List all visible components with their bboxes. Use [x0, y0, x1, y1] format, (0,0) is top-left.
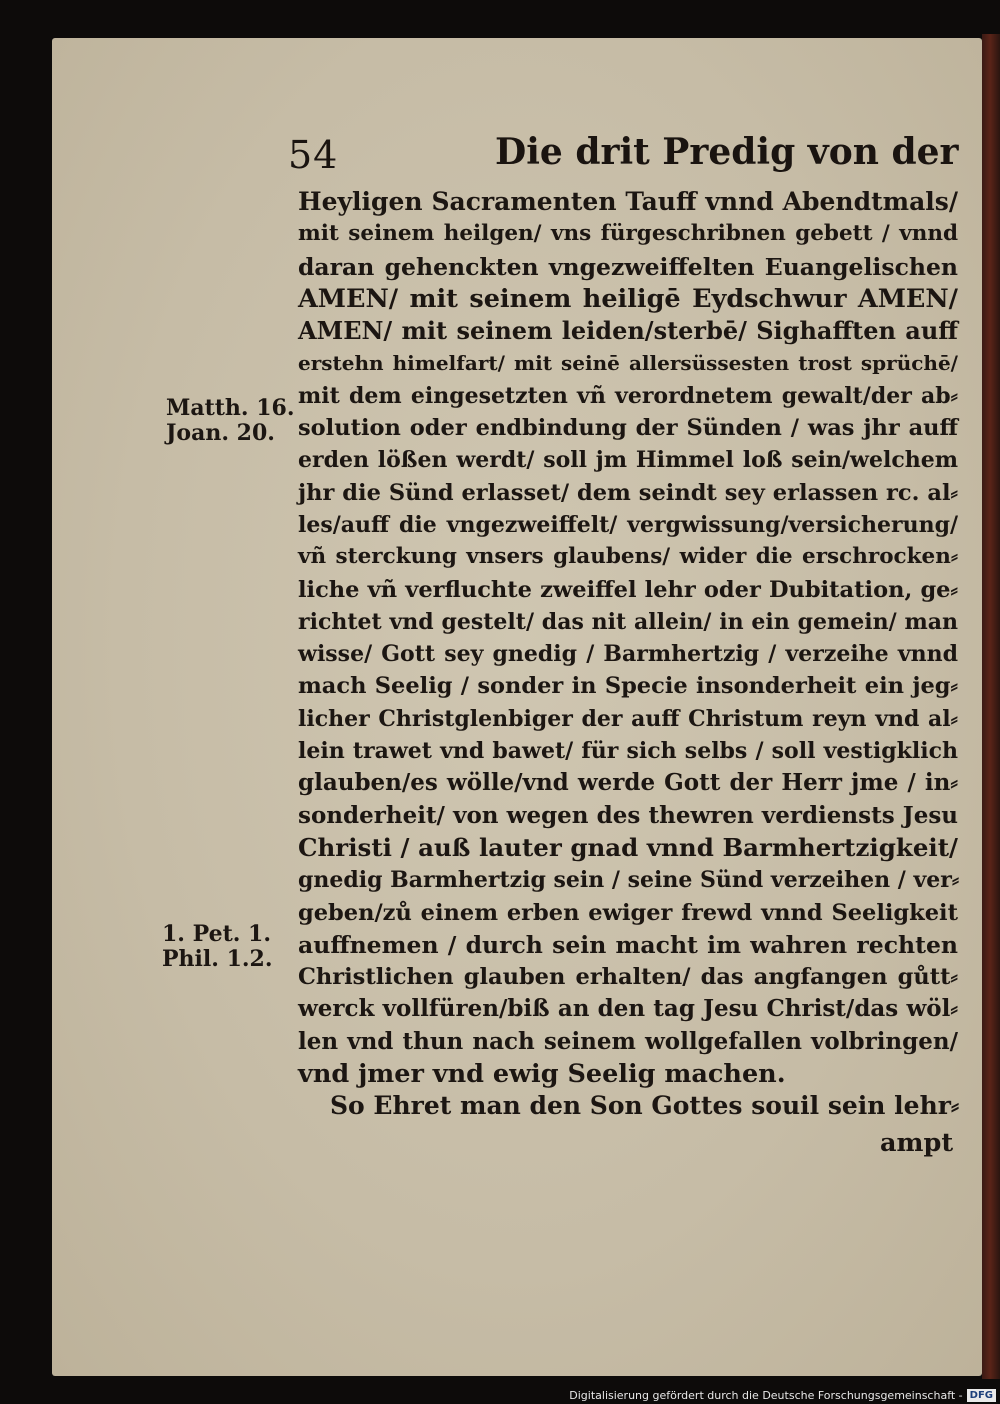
margin-note-line: Matth. 16. [166, 395, 295, 421]
text-line: sonderheit/ von wegen des thewren verdiensts Jesu [298, 801, 958, 829]
text-line: wisse/ Gott sey gnedig / Barmhertzig / verzeihe vnnd [298, 641, 958, 668]
text-line: richtet vnd gestelt/ das nit allein/ in ein gemein/ man [298, 608, 958, 635]
text-line: werck vollfüren/biß an den tag Jesu Christ/das wöl⸗ [298, 995, 958, 1023]
text-line: licher Christglenbiger der auff Christum reyn vnd al⸗ [298, 705, 958, 732]
text-line: AMEN/ mit seinem heiligē Eydschwur AMEN/ [298, 283, 958, 314]
margin-note-line: Joan. 20. [166, 420, 275, 446]
book-edge [982, 34, 1000, 1379]
running-head: Die drit Predig von der [495, 131, 959, 173]
text-line: Christlichen glauben erhalten/ das angfangen gůtt⸗ [298, 964, 958, 991]
catchword: ampt [880, 1128, 954, 1158]
text-line: jhr die Sünd erlasset/ dem seindt sey erlassen rc. al⸗ [298, 479, 958, 506]
text-line: mit dem eingesetzten vñ verordnetem gewalt/der ab⸗ [298, 382, 958, 409]
margin-note-peter [162, 922, 273, 972]
margin-note-matthew [166, 396, 295, 446]
text-line: glauben/es wölle/vnd werde Gott der Herr jme / in⸗ [298, 769, 958, 797]
text-line: lein trawet vnd bawet/ für sich selbs / soll vestigklich [298, 738, 958, 765]
text-line: auffnemen / durch sein macht im wahren rechten [298, 930, 958, 959]
text-line: vñ sterckung vnsers glaubens/ wider die erschrocken⸗ [298, 544, 958, 570]
text-line: geben/zů einem erben ewiger frewd vnnd Seeligkeit [298, 899, 958, 926]
text-line: So Ehret man den Son Gottes souil sein lehr⸗ [330, 1091, 960, 1121]
footer-text: Digitalisierung gefördert durch die Deutsche Forschungsgemeinschaft - [569, 1389, 963, 1402]
margin-note-line: Phil. 1.2. [162, 946, 273, 972]
text-line: len vnd thun nach seinem wollgefallen volbringen/ [298, 1027, 958, 1055]
text-line: erstehn himelfart/ mit seinē allersüssesten trost sprüchē/ [298, 351, 958, 376]
text-line: Heyligen Sacramenten Tauff vnnd Abendtmals/ [298, 187, 958, 216]
text-line: mit seinem heilgen/ vns fürgeschribnen gebett / vnnd [298, 221, 958, 247]
text-line: Christi / auß lauter gnad vnnd Barmhertzigkeit/ [298, 832, 958, 862]
body-text [298, 186, 958, 1123]
text-line: AMEN/ mit seinem leiden/sterbē/ Sighafften auff [298, 316, 958, 346]
text-line: mach Seelig / sonder in Specie insonderheit ein jeg⸗ [298, 673, 958, 700]
digitization-footer [569, 1389, 996, 1402]
page-number: 54 [288, 133, 339, 177]
text-line: gnedig Barmhertzig sein / seine Sünd verzeihen / ver⸗ [298, 867, 960, 894]
text-line: daran gehenckten vngezweiffelten Euangelischen [298, 252, 958, 281]
text-line: vnd jmer vnd ewig Seelig machen. [298, 1059, 786, 1090]
dfg-logo: DFG [967, 1389, 996, 1402]
text-line: solution oder endbindung der Sünden / was jhr auff [298, 415, 958, 442]
text-line: les/auff die vngezweiffelt/ vergwissung/versicherung/ [298, 511, 958, 538]
margin-note-line: 1. Pet. 1. [162, 921, 272, 947]
text-line: erden lößen werdt/ soll jm Himmel loß sein/welchem [298, 447, 958, 474]
text-line: liche vñ verfluchte zweiffel lehr oder Dubitation, ge⸗ [298, 576, 958, 603]
